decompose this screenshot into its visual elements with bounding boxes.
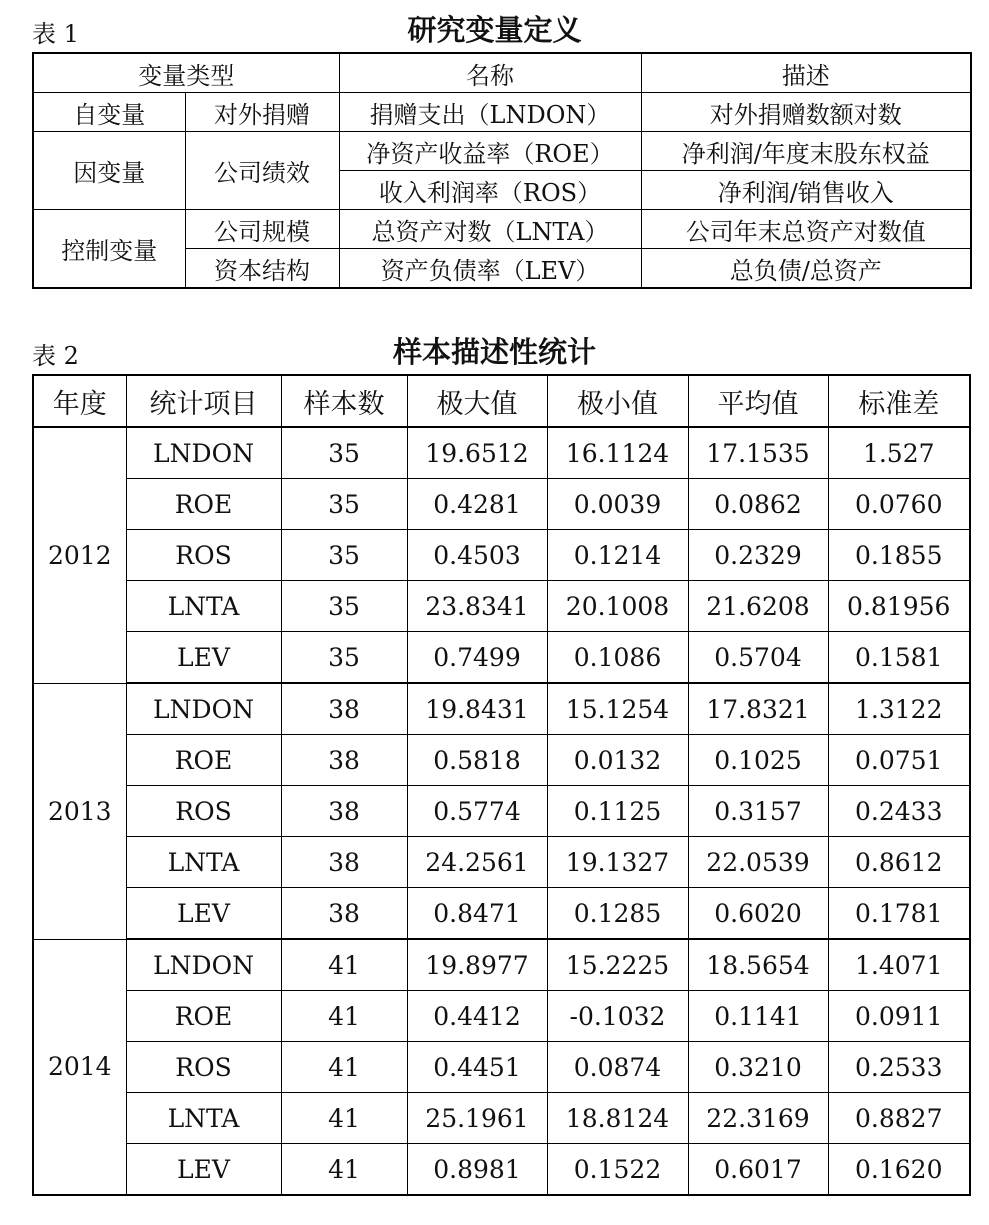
mean-cell: 0.3210 <box>688 1042 828 1093</box>
variable-name-cell: 净资产收益率（ROE） <box>339 132 641 171</box>
sample-count-cell: 41 <box>281 939 407 991</box>
item-cell: ROE <box>126 479 281 530</box>
table-row <box>33 991 970 1042</box>
item-cell: LEV <box>126 1144 281 1196</box>
max-cell: 0.4412 <box>407 991 547 1042</box>
item-cell: LEV <box>126 888 281 940</box>
min-cell: 20.1008 <box>547 581 688 632</box>
min-cell: -0.1032 <box>547 991 688 1042</box>
min-cell: 0.1285 <box>547 888 688 940</box>
table-header-row <box>33 53 971 93</box>
mean-cell: 0.1025 <box>688 735 828 786</box>
variable-subtype-cell: 公司绩效 <box>185 132 339 210</box>
std-cell: 0.0760 <box>828 479 970 530</box>
mean-cell: 0.1141 <box>688 991 828 1042</box>
max-cell: 0.4281 <box>407 479 547 530</box>
table2-title: 样本描述性统计 <box>392 335 596 369</box>
max-cell: 19.8431 <box>407 683 547 735</box>
std-cell: 1.3122 <box>828 683 970 735</box>
std-cell: 0.0751 <box>828 735 970 786</box>
sample-count-cell: 35 <box>281 479 407 530</box>
table-row <box>33 427 970 479</box>
min-cell: 16.1124 <box>547 427 688 479</box>
table-row <box>33 837 970 888</box>
max-cell: 24.2561 <box>407 837 547 888</box>
sample-count-cell: 35 <box>281 530 407 581</box>
min-cell: 0.0874 <box>547 1042 688 1093</box>
min-cell: 18.8124 <box>547 1093 688 1144</box>
header-mean: 平均值 <box>688 375 828 427</box>
min-cell: 0.1125 <box>547 786 688 837</box>
header-variable-type: 变量类型 <box>33 53 339 93</box>
mean-cell: 0.3157 <box>688 786 828 837</box>
year-cell: 2013 <box>33 683 126 939</box>
sample-count-cell: 41 <box>281 991 407 1042</box>
table2-label: 表 2 <box>32 342 79 370</box>
table-row <box>33 735 970 786</box>
table-row <box>33 581 970 632</box>
item-cell: ROE <box>126 735 281 786</box>
std-cell: 0.2533 <box>828 1042 970 1093</box>
table-row <box>33 479 970 530</box>
item-cell: LNDON <box>126 939 281 991</box>
header-max: 极大值 <box>407 375 547 427</box>
variable-type-cell: 控制变量 <box>33 210 185 289</box>
sample-count-cell: 35 <box>281 581 407 632</box>
header-year: 年度 <box>33 375 126 427</box>
table-row <box>33 683 970 735</box>
variable-subtype-cell: 对外捐赠 <box>185 93 339 132</box>
max-cell: 0.4451 <box>407 1042 547 1093</box>
mean-cell: 17.8321 <box>688 683 828 735</box>
item-cell: LNTA <box>126 837 281 888</box>
sample-count-cell: 41 <box>281 1144 407 1196</box>
header-item: 统计项目 <box>126 375 281 427</box>
mean-cell: 18.5654 <box>688 939 828 991</box>
header-name: 名称 <box>339 53 641 93</box>
descriptive-statistics-table <box>32 374 971 1196</box>
max-cell: 0.5774 <box>407 786 547 837</box>
item-cell: ROE <box>126 991 281 1042</box>
max-cell: 0.8981 <box>407 1144 547 1196</box>
sample-count-cell: 41 <box>281 1042 407 1093</box>
table-row <box>33 939 970 991</box>
table-row <box>33 210 971 249</box>
item-cell: ROS <box>126 786 281 837</box>
table-row <box>33 1042 970 1093</box>
sample-count-cell: 41 <box>281 1093 407 1144</box>
mean-cell: 17.1535 <box>688 427 828 479</box>
item-cell: LNTA <box>126 1093 281 1144</box>
sample-count-cell: 35 <box>281 427 407 479</box>
std-cell: 0.8612 <box>828 837 970 888</box>
variable-desc-cell: 公司年末总资产对数值 <box>641 210 971 249</box>
mean-cell: 21.6208 <box>688 581 828 632</box>
item-cell: ROS <box>126 1042 281 1093</box>
max-cell: 0.8471 <box>407 888 547 940</box>
max-cell: 0.7499 <box>407 632 547 684</box>
table1-caption <box>0 6 989 50</box>
max-cell: 19.8977 <box>407 939 547 991</box>
min-cell: 0.0132 <box>547 735 688 786</box>
variable-desc-cell: 对外捐赠数额对数 <box>641 93 971 132</box>
min-cell: 0.1086 <box>547 632 688 684</box>
item-cell: LNDON <box>126 427 281 479</box>
mean-cell: 0.6017 <box>688 1144 828 1196</box>
variable-subtype-cell: 公司规模 <box>185 210 339 249</box>
variable-type-cell: 自变量 <box>33 93 185 132</box>
mean-cell: 0.6020 <box>688 888 828 940</box>
variable-desc-cell: 总负债/总资产 <box>641 249 971 289</box>
mean-cell: 0.0862 <box>688 479 828 530</box>
max-cell: 19.6512 <box>407 427 547 479</box>
item-cell: ROS <box>126 530 281 581</box>
max-cell: 25.1961 <box>407 1093 547 1144</box>
header-sample-count: 样本数 <box>281 375 407 427</box>
mean-cell: 22.3169 <box>688 1093 828 1144</box>
max-cell: 0.5818 <box>407 735 547 786</box>
variable-desc-cell: 净利润/年度末股东权益 <box>641 132 971 171</box>
variable-desc-cell: 净利润/销售收入 <box>641 171 971 210</box>
variable-type-cell: 因变量 <box>33 132 185 210</box>
min-cell: 15.2225 <box>547 939 688 991</box>
item-cell: LEV <box>126 632 281 684</box>
table-header-row <box>33 375 970 427</box>
mean-cell: 0.2329 <box>688 530 828 581</box>
table-row <box>33 632 970 684</box>
variable-name-cell: 收入利润率（ROS） <box>339 171 641 210</box>
std-cell: 0.1581 <box>828 632 970 684</box>
table-row <box>33 1144 970 1196</box>
min-cell: 0.0039 <box>547 479 688 530</box>
header-min: 极小值 <box>547 375 688 427</box>
table-row <box>33 786 970 837</box>
std-cell: 0.1781 <box>828 888 970 940</box>
std-cell: 0.1620 <box>828 1144 970 1196</box>
min-cell: 15.1254 <box>547 683 688 735</box>
std-cell: 0.2433 <box>828 786 970 837</box>
sample-count-cell: 38 <box>281 735 407 786</box>
min-cell: 0.1522 <box>547 1144 688 1196</box>
mean-cell: 22.0539 <box>688 837 828 888</box>
table1-title: 研究变量定义 <box>407 13 582 47</box>
sample-count-cell: 38 <box>281 683 407 735</box>
std-cell: 0.0911 <box>828 991 970 1042</box>
variable-name-cell: 资产负债率（LEV） <box>339 249 641 289</box>
std-cell: 1.4071 <box>828 939 970 991</box>
table-row <box>33 132 971 171</box>
sample-count-cell: 35 <box>281 632 407 684</box>
sample-count-cell: 38 <box>281 786 407 837</box>
table-row <box>33 530 970 581</box>
max-cell: 0.4503 <box>407 530 547 581</box>
year-cell: 2014 <box>33 939 126 1195</box>
sample-count-cell: 38 <box>281 837 407 888</box>
variable-definition-table <box>32 52 972 289</box>
variable-name-cell: 总资产对数（LNTA） <box>339 210 641 249</box>
sample-count-cell: 38 <box>281 888 407 940</box>
item-cell: LNTA <box>126 581 281 632</box>
variable-subtype-cell: 资本结构 <box>185 249 339 289</box>
table-row <box>33 888 970 940</box>
min-cell: 19.1327 <box>547 837 688 888</box>
table-row <box>33 93 971 132</box>
std-cell: 0.1855 <box>828 530 970 581</box>
header-description: 描述 <box>641 53 971 93</box>
year-cell: 2012 <box>33 427 126 683</box>
variable-name-cell: 捐赠支出（LNDON） <box>339 93 641 132</box>
table-row <box>33 1093 970 1144</box>
min-cell: 0.1214 <box>547 530 688 581</box>
item-cell: LNDON <box>126 683 281 735</box>
mean-cell: 0.5704 <box>688 632 828 684</box>
header-std: 标准差 <box>828 375 970 427</box>
std-cell: 0.8827 <box>828 1093 970 1144</box>
std-cell: 0.81956 <box>828 581 970 632</box>
max-cell: 23.8341 <box>407 581 547 632</box>
table2-caption <box>0 328 989 372</box>
std-cell: 1.527 <box>828 427 970 479</box>
table1-label: 表 1 <box>32 20 79 48</box>
